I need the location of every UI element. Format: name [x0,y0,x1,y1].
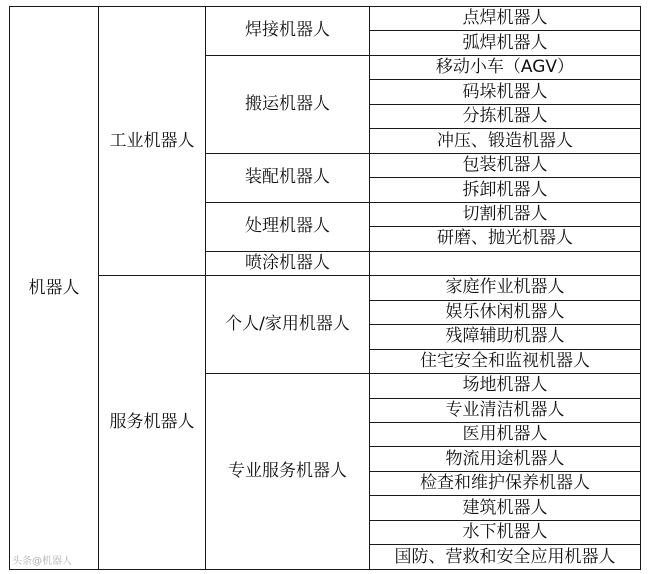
item-housework: 家庭作业机器人 [370,276,641,300]
item-underwater: 水下机器人 [370,520,641,544]
group-personal-home: 个人/家用机器人 [206,276,370,374]
group-painting: 喷涂机器人 [206,251,370,275]
item-spot-welding: 点焊机器人 [370,7,641,31]
item-cutting: 切割机器人 [370,202,641,226]
robot-classification-table [9,6,641,570]
item-home-security: 住宅安全和监视机器人 [370,349,641,373]
item-arc-welding: 弧焊机器人 [370,31,641,55]
item-entertainment: 娱乐休闲机器人 [370,300,641,324]
item-defense-rescue: 国防、营救和安全应用机器人 [370,545,641,570]
item-logistics: 物流用途机器人 [370,447,641,471]
item-field: 场地机器人 [370,374,641,398]
item-inspection-maintenance: 检查和维护保养机器人 [370,471,641,495]
group-assembly: 装配机器人 [206,153,370,202]
item-construction: 建筑机器人 [370,496,641,520]
category-service: 服务机器人 [99,276,206,570]
item-grinding-polishing: 研磨、抛光机器人 [370,227,641,251]
group-welding: 焊接机器人 [206,7,370,56]
item-empty [370,251,641,275]
item-medical: 医用机器人 [370,422,641,446]
item-stamping-forging: 冲压、锻造机器人 [370,129,641,153]
item-disability-assist: 残障辅助机器人 [370,325,641,349]
item-packaging: 包装机器人 [370,153,641,177]
category-industrial: 工业机器人 [99,7,206,276]
root-cell [10,7,99,570]
root-label: 机器人 [28,277,80,298]
item-disassembly: 拆卸机器人 [370,178,641,202]
item-palletizing: 码垛机器人 [370,80,641,104]
group-processing: 处理机器人 [206,202,370,251]
group-professional-service: 专业服务机器人 [206,374,370,570]
watermark: 头条@机器人 [12,556,72,567]
item-professional-cleaning: 专业清洁机器人 [370,398,641,422]
item-sorting: 分拣机器人 [370,104,641,128]
group-handling: 搬运机器人 [206,55,370,153]
item-agv: 移动小车（AGV） [370,55,641,79]
